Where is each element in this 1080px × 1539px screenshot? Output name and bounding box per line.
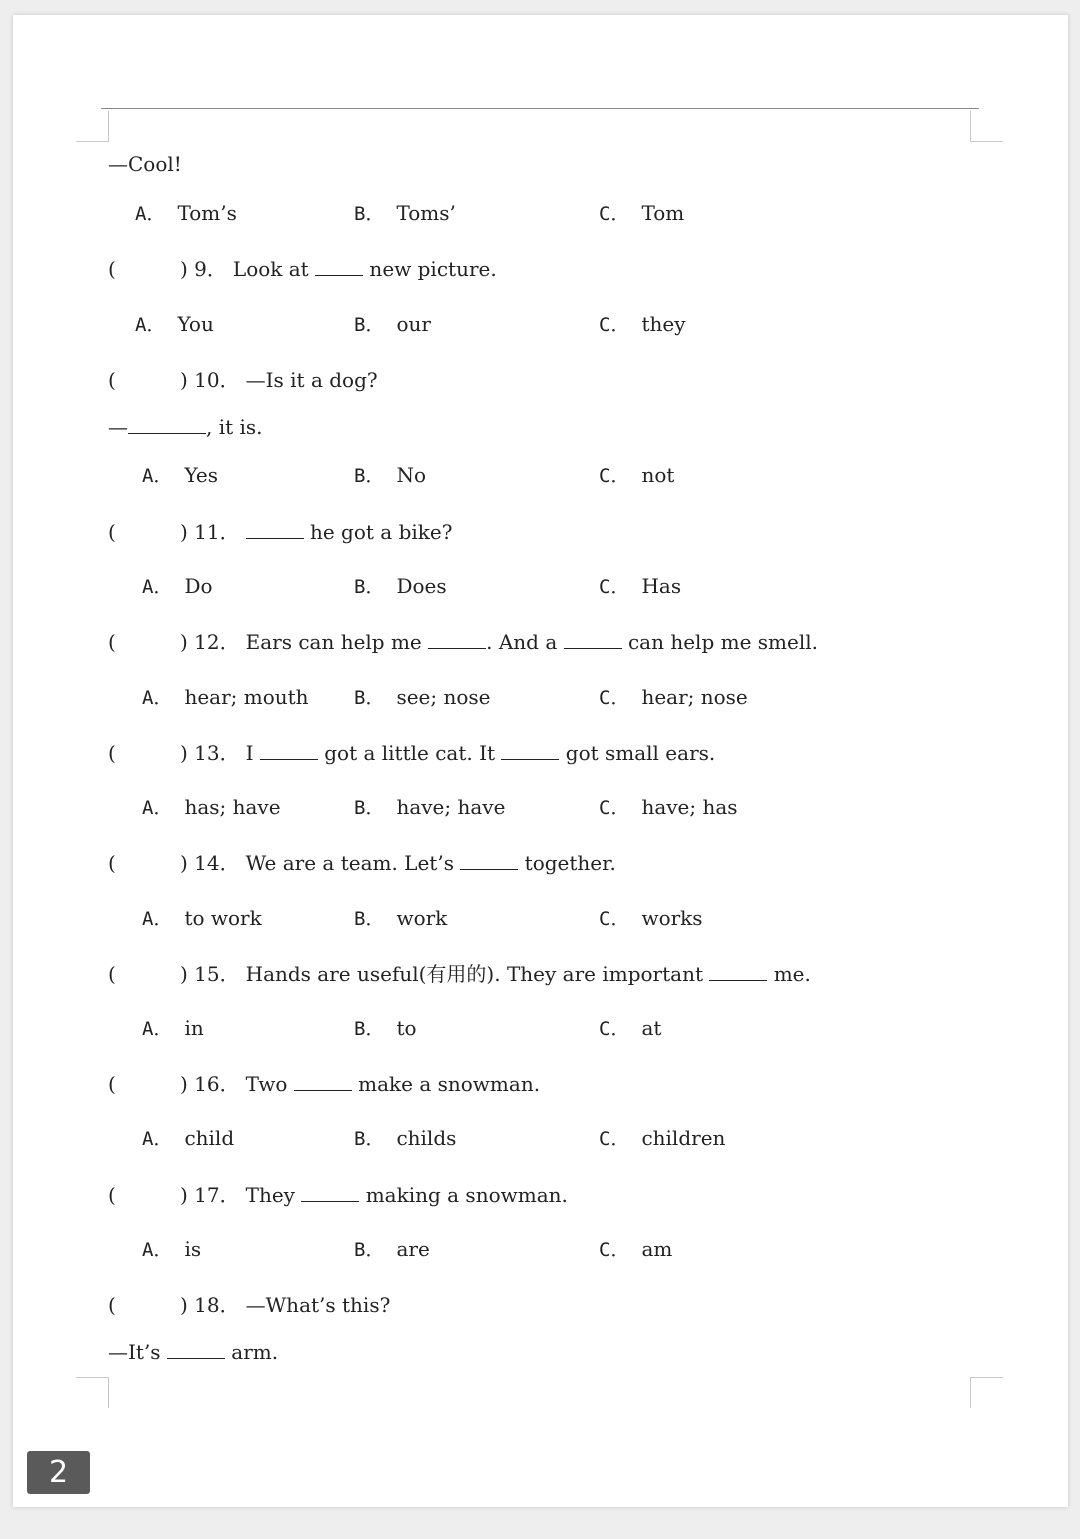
option-c: C． Has [599, 574, 682, 598]
page-number-badge: 2 [27, 1451, 90, 1494]
document-page [13, 15, 1068, 1507]
question-18-reply: —It’s arm. [108, 1340, 279, 1364]
option-b: B． have; have [354, 795, 506, 819]
header-rule [101, 108, 979, 109]
crop-mark-bottom-left [76, 1377, 109, 1408]
answer-blank [301, 1183, 359, 1202]
question-16: ( ) 16． Two make a snowman. [108, 1072, 541, 1096]
option-a: A． is [142, 1237, 202, 1261]
option-a: A． hear; mouth [142, 685, 309, 709]
option-c: C． children [599, 1126, 726, 1150]
answer-blank [501, 741, 559, 760]
option-a: A． You [135, 312, 214, 336]
answer-blank [167, 1340, 225, 1359]
option-c: C． works [599, 906, 703, 930]
option-b: B． are [354, 1237, 430, 1261]
option-a: A． Yes [142, 463, 219, 487]
option-a: A． in [142, 1016, 204, 1040]
option-c: C． not [599, 463, 675, 487]
dialogue-line: —Cool! [108, 152, 182, 176]
answer-blank [246, 520, 304, 539]
crop-mark-bottom-right [970, 1377, 1003, 1408]
option-b: B． see; nose [354, 685, 491, 709]
option-c: C． they [599, 312, 686, 336]
crop-mark-top-right [970, 111, 1003, 142]
option-c: C． hear; nose [599, 685, 748, 709]
option-c: C． am [599, 1237, 673, 1261]
option-a: A． child [142, 1126, 235, 1150]
option-c: C． Tom [599, 201, 685, 225]
question-17: ( ) 17． They making a snowman. [108, 1183, 568, 1207]
option-c: C． have; has [599, 795, 738, 819]
option-b: B． to [354, 1016, 417, 1040]
question-10-reply: — , it is. [108, 415, 263, 439]
answer-blank [315, 257, 363, 276]
question-9: ( ) 9． Look at new picture. [108, 257, 497, 281]
option-b: B． work [354, 906, 448, 930]
question-15: ( ) 15． Hands are useful(有用的). They are important me. [108, 962, 811, 986]
answer-blank [460, 851, 518, 870]
option-b: B． No [354, 463, 426, 487]
option-b: B． Toms’ [354, 201, 456, 225]
option-b: B． our [354, 312, 431, 336]
answer-blank [564, 630, 622, 649]
question-12: ( ) 12． Ears can help me . And a can help me smell. [108, 630, 818, 654]
question-13: ( ) 13． I got a little cat. It got small ears. [108, 741, 716, 765]
option-a: A． has; have [142, 795, 281, 819]
question-18: ( ) 18． —What’s this? [108, 1293, 391, 1317]
answer-blank [260, 741, 318, 760]
question-14: ( ) 14． We are a team. Let’s together. [108, 851, 616, 875]
option-b: B． Does [354, 574, 447, 598]
option-b: B． childs [354, 1126, 457, 1150]
answer-blank [128, 415, 206, 434]
option-a: A． to work [142, 906, 262, 930]
crop-mark-top-left [76, 111, 109, 142]
answer-blank [294, 1072, 352, 1091]
option-c: C． at [599, 1016, 662, 1040]
answer-blank [709, 962, 767, 981]
option-a: A． Do [142, 574, 213, 598]
question-11: ( ) 11． he got a bike? [108, 520, 453, 544]
option-a: A． Tom’s [135, 201, 237, 225]
answer-blank [428, 630, 486, 649]
question-10: ( ) 10． —Is it a dog? [108, 368, 378, 392]
